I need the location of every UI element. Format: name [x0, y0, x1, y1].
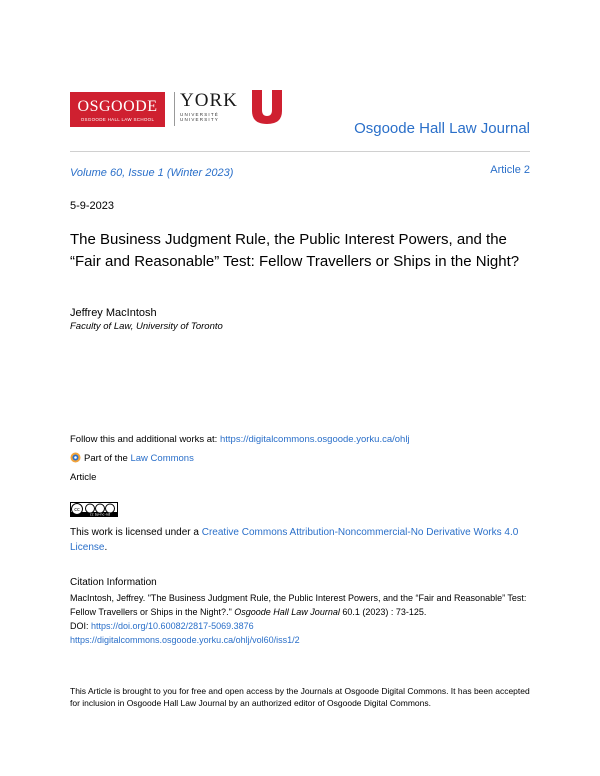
- osgoode-logo: [70, 92, 165, 127]
- article-title: The Business Judgment Rule, the Public Interest Powers, and the “Fair and Reasonable” Test: Fellow Travellers or Ships in the Night?: [70, 231, 520, 270]
- license-text: [70, 525, 530, 555]
- doi-label: DOI:: [70, 621, 92, 631]
- cc-badge-text: cc by-nc-nd: [89, 512, 111, 517]
- access-footer: This Article is brought to you for free and open access by the Journals at Osgoode Digital Commons. It has been accepted for inclusion in Osgoode Hall Law Journal by an authorized editor of Osgoode Digital Commons.: [70, 686, 530, 708]
- author-name: Jeffrey MacIntosh: [70, 307, 157, 319]
- article-number-link[interactable]: Article 2: [490, 164, 530, 176]
- york-u-logo-icon: [250, 90, 284, 124]
- author-affiliation: Faculty of Law, University of Toronto: [70, 321, 223, 332]
- license-prefix: This work is licensed under a: [70, 527, 202, 538]
- journal-title[interactable]: Osgoode Hall Law Journal: [354, 120, 530, 137]
- citation-heading: Citation Information: [70, 577, 157, 588]
- part-of-line: [70, 452, 194, 464]
- follow-url-link[interactable]: https://digitalcommons.osgoode.yorku.ca/ohlj: [219, 434, 410, 445]
- logo-divider: [174, 92, 175, 126]
- part-of-prefix: Part of the: [84, 453, 131, 464]
- law-commons-link[interactable]: Law Commons: [130, 453, 194, 464]
- network-icon: [70, 452, 81, 463]
- article-type: Article: [70, 472, 97, 483]
- doi-link[interactable]: https://doi.org/10.60082/2817-5069.3876: [91, 621, 254, 631]
- citation-block: [70, 591, 530, 647]
- follow-line: [70, 434, 410, 445]
- follow-prefix: Follow this and additional works at:: [70, 434, 220, 445]
- cc-license-badge-icon[interactable]: [70, 502, 118, 517]
- citation-journal: Osgoode Hall Law Journal: [234, 607, 340, 617]
- citation-pages: 60.1 (2023) : 73-125.: [339, 607, 427, 617]
- citation-url-link[interactable]: https://digitalcommons.osgoode.yorku.ca/ohlj/vol60/iss1/2: [70, 635, 300, 645]
- license-link[interactable]: Creative Commons Attribution-Noncommercial-No Derivative Works 4.0 License: [70, 527, 519, 553]
- publication-date: 5-9-2023: [70, 200, 115, 212]
- york-logo-name: YORK: [180, 90, 238, 111]
- osgoode-logo-sub: OSGOODE HALL LAW SCHOOL: [80, 117, 155, 122]
- osgoode-logo-name: OSGOODE: [77, 98, 158, 115]
- license-suffix: .: [104, 542, 108, 553]
- volume-link[interactable]: Volume 60, Issue 1 (Winter 2023): [70, 167, 234, 179]
- svg-text:cc: cc: [74, 507, 80, 513]
- york-logo-sub: UNIVERSITÉ UNIVERSITY: [180, 112, 220, 122]
- citation-text: MacIntosh, Jeffrey. "The Business Judgment Rule, the Public Interest Powers, and the “Fair and Reasonable” Test: Fellow Travellers or Ships in the Night?.": [70, 593, 527, 617]
- header-divider: [70, 151, 530, 152]
